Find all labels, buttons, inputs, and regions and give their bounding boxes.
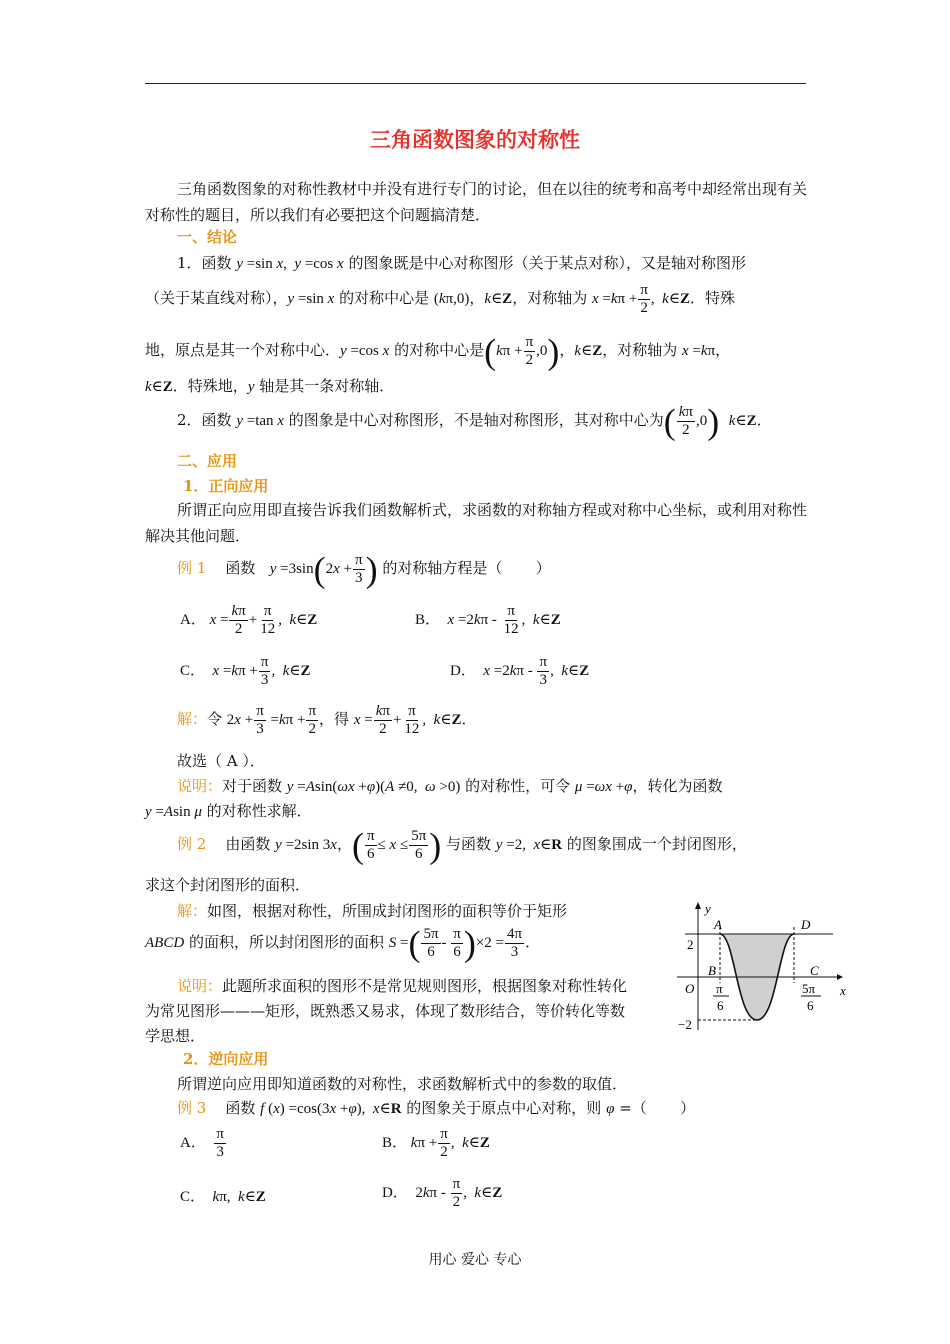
example-3-option-d: D． 2kπ - $\frac{\pi}{2}$ , k∈Z (382, 1176, 503, 1210)
x-axis-arrow (837, 974, 843, 980)
origin-label: O (685, 981, 695, 996)
example-1-question: 例 1 函数 y =3sin(2x + $\frac{\pi}{3}$ ) 的对称轴方程是（ ） (177, 549, 551, 590)
tick-pi6-num: π (716, 981, 723, 996)
conclusion-1-line-1: 1．函数 y =sin x, y =cos x 的图象既是中心对称图形（关于某点对称），又是轴对称图形 (177, 254, 746, 272)
header-rule (145, 83, 806, 84)
example-3-option-b: B． kπ + $\frac{\pi}{2}$ , k∈Z (382, 1126, 490, 1160)
conclusion-1-line-3: 地，原点是其一个对称中心．y =cos x 的对称中心是(kπ + $\frac{\pi}{2}$ ,0)，k∈Z，对称轴为 x =kπ， (145, 331, 731, 372)
example-3-label: 例 3 (177, 1099, 207, 1117)
example-1-note-line-1: 说明：对于函数 y =Asin(ωx +φ)(A ≠0, ω >0) 的对称性，可令 μ =ωx +φ，转化为函数 (177, 777, 723, 795)
tick-pi6-den: 6 (717, 998, 724, 1013)
example-1-solution: 解：令 2x + $\frac{\pi}{3}$ =kπ + $\frac{\pi}{2}$ ，得 x = $\frac{k\pi}{2}$ + $\frac{\pi}{12}$ , k∈Z． (177, 703, 477, 737)
subsection-forward: 1．正向应用 (183, 477, 269, 495)
example-2-question-line-2: 求这个封闭图形的面积． (145, 876, 311, 894)
point-b-label: B (708, 963, 716, 978)
conclusion-1-line-2: （关于某直线对称），y =sin x 的对称中心是 (kπ,0)，k∈Z，对称轴为 x =kπ + $\frac{\pi}{2}$ , k∈Z．特殊 (145, 282, 735, 316)
reverse-description: 所谓逆向应用即知道函数的对称性，求函数解析式中的参数的取值． (177, 1075, 628, 1093)
example-2-label: 例 2 (177, 834, 207, 853)
note-label-2: 说明： (177, 977, 223, 995)
example-1-answer: 故选（ A ）． (177, 752, 265, 770)
page-footer: 用心 爱心 专心 (428, 1252, 522, 1268)
tick-label-2: 2 (687, 937, 694, 952)
example-3-option-a: A． $\frac{\pi}{3}$ (180, 1126, 224, 1160)
point-a-label: A (714, 917, 722, 932)
conclusion-2: 2．函数 y =tan x 的图象是中心对称图形，不是轴对称图形，其对称中心为( $\frac{k\pi}{2}$ ,0) k∈Z． (177, 401, 772, 442)
example-2-solution-text: 如图，根据对称性，所围成封闭图形的面积等价于矩形 (207, 902, 568, 920)
note-label: 说明： (177, 777, 223, 795)
tick-label-neg2: −2 (678, 1017, 692, 1032)
example-2-note (145, 974, 630, 1049)
example-3-option-c: C． kπ, k∈Z (180, 1189, 266, 1205)
example-3-question: 例 3 函数 f (x) =cos(3x +φ), x∈R 的图象关于原点中心对称，则 φ =（ ） (177, 1099, 696, 1117)
example-1-note-line-2: y =Asin μ 的对称性求解． (145, 802, 312, 820)
example-1-label: 例 1 (177, 558, 207, 577)
conclusion-1-line-4: k∈Z．特殊地，y 轴是其一条对称轴． (145, 377, 395, 395)
y-axis-label: y (705, 901, 711, 916)
tick-5pi6-num: 5π (802, 981, 816, 996)
example-1-option-a: A． x = $\frac{k\pi}{2}$ + $\frac{\pi}{12}$ , k∈Z (180, 603, 318, 637)
example-2-solution-line-1 (177, 900, 567, 921)
example-1-option-b: B． x =2kπ - $\frac{\pi}{12}$ , k∈Z (415, 603, 561, 637)
tick-5pi6-den: 6 (807, 998, 814, 1013)
forward-description: 所谓正向应用即直接告诉我们函数解析式，求函数的对称轴方程或对称中心坐标，或利用对称性解决其他问题． (145, 501, 808, 545)
section-heading-conclusion: 一、结论 (177, 228, 238, 246)
intro-paragraph: 三角函数图象的对称性教材中并没有进行专门的讨论，但在以往的统考和高考中却经常出现有关对称性的题目，所以我们有必要把这个问题搞清楚． (145, 180, 808, 224)
solution-label-2: 解： (177, 902, 208, 920)
point-c-label: C (810, 963, 819, 978)
page-title: 三角函数图象的对称性 (370, 127, 580, 152)
example-1-option-d: D． x =2kπ - $\frac{\pi}{3}$ , k∈Z (450, 654, 590, 688)
example-1-option-c: C． x =kπ + $\frac{\pi}{3}$ , k∈Z (180, 654, 311, 688)
x-axis-label: x (840, 983, 846, 998)
example-2-solution-line-2: ABCD 的面积，所以封闭图形的面积 S =( $\frac{5\pi}{6}$ - $\frac{\pi}{6}$ )×2 = $\frac{4\pi}{3}$ ． (145, 923, 541, 964)
sine-area-graph (665, 895, 855, 1040)
solution-label: 解： (177, 709, 208, 728)
subsection-reverse: 2．逆向应用 (183, 1050, 269, 1068)
section-heading-application: 二、应用 (177, 452, 238, 470)
example-2-note-text: 此题所求面积的图形不是常见规则图形，根据图象对称性转化为常见图形———矩形，既熟悉又易求，体现了数形结合，等价转化等数学思想． (145, 977, 628, 1045)
y-axis-arrow (695, 902, 701, 909)
example-2-question: 例 2 由函数 y =2sin 3x，( $\frac{\pi}{6}$ ≤ x ≤ $\frac{5\pi}{6}$ ) 与函数 y =2, x∈R 的图象围成一个封闭图形， (177, 825, 747, 866)
point-d-label: D (801, 917, 811, 932)
